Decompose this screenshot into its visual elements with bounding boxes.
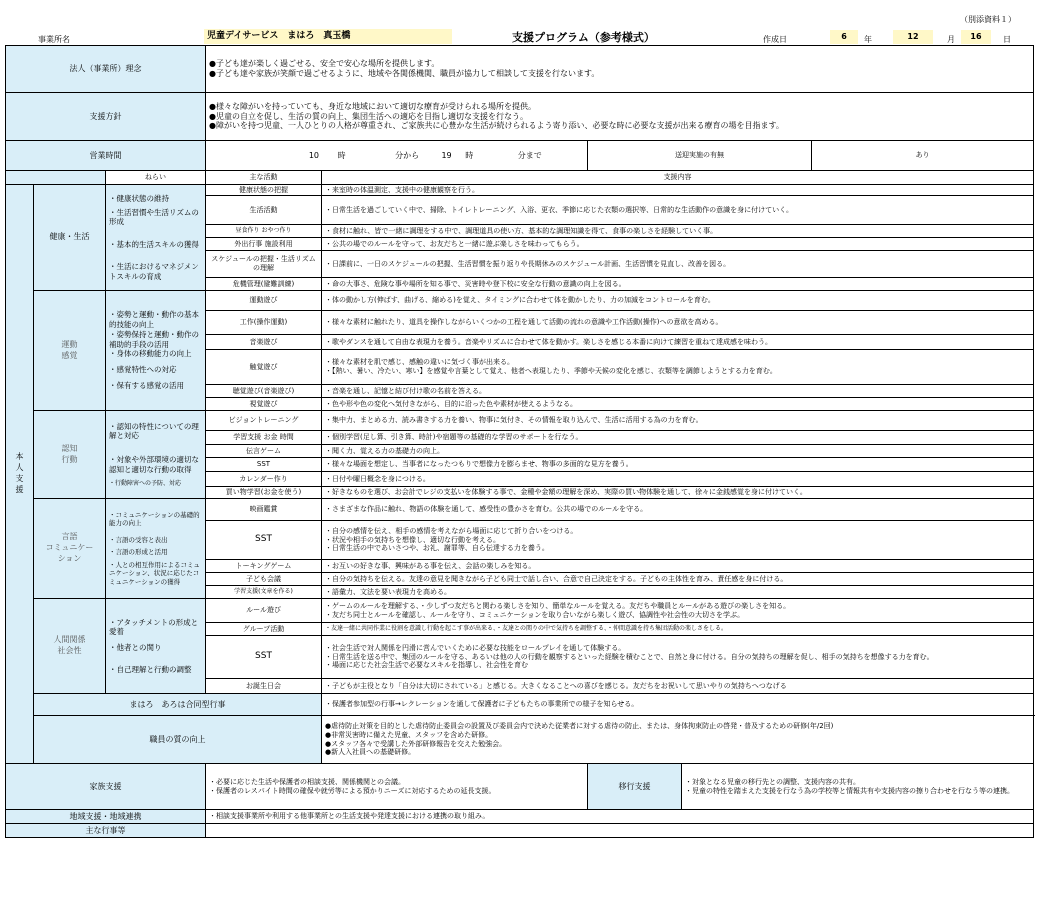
health-aim: ・生活におけるマネジメントスキルの育成 <box>109 261 199 281</box>
date-year: 6 <box>830 30 858 44</box>
relation-content: ・社会生活で対人関係を円滑に営んでいくために必要な技能をロールプレイを通して体験する。 ・日常生活を送る中で、集団のルールを守る、あるいは他の人の行動を観察するといった経験を積むことで、自然と身に付ける。自分の気持ちの理解を促し、相手の気持ちを想像する力を育む。 ・場面に応じた社会生活で必要なスキルを指導し、社会性を育む <box>322 636 1034 679</box>
date-day: 16 <box>961 30 991 44</box>
cognition-aim: ・対象や外部環境の適切な認知と適切な行動の取得 <box>109 455 199 474</box>
family-label: 家族支援 <box>6 764 206 810</box>
motor-aim: ・感覚特性への対応 <box>109 365 177 375</box>
col-aim: ねらい <box>106 171 206 185</box>
language-content: ・自分の感情を伝え、相手の感情を考えながら場面に応じて折り合いをつける。 ・状況や相手の気持ちを想像し、適切な行動を考える。 ・日常生活の中であいさつや、お礼、謝罪等、自ら伝達する力を養う。 <box>322 521 1034 560</box>
language-activity: 映画鑑賞 <box>206 499 322 521</box>
office-name: 児童デイサービス まはろ 真玉橋 <box>204 29 452 44</box>
health-label: 健康・生活 <box>34 185 106 291</box>
staff-line: ●スタッフ各々で受講した外部研修報告を交えた勉強会。 <box>325 739 507 748</box>
cognition-activity: カレンダー作り <box>206 472 322 487</box>
cognition-aim: ・認知の特性についての理解と対応 <box>109 421 199 441</box>
month-unit: 月 <box>947 35 955 44</box>
transition-label: 移行支援 <box>588 764 682 810</box>
cognition-activity: SST <box>206 458 322 472</box>
motor-activity: 音楽遊び <box>206 335 322 350</box>
hours-until: 分まで <box>517 150 542 160</box>
language-activity: トーキングゲーム <box>206 560 322 573</box>
health-content: ・公共の場でのルールを守って、お友だちと一緒に遊ぶ楽しさを味わってもらう。 <box>322 238 1034 251</box>
language-content: ・お互いの好きな事、興味がある事を伝え、会話の楽しみを知る。 <box>322 560 1034 573</box>
year-unit: 年 <box>864 35 872 44</box>
language-content: ・さまざまな作品に触れ、物語の体験を通して、感受性の豊かさを育む。公共の場でのルールを守る。 <box>322 499 1034 521</box>
support-program-table <box>5 45 1034 838</box>
transport-value: あり <box>812 141 1034 171</box>
col-activity: 主な活動 <box>206 171 322 185</box>
motor-aim: ・姿勢保持と運動・動作の補助的手段の活用 <box>109 329 199 349</box>
relation-label: 人間関係 社会性 <box>34 599 106 694</box>
cognition-content: ・好きなものを選び、お会計でレジの支払いを体験する事で、金種や金額の理解を深め、実際の買い物体験を通して、徐々に金銭感覚を身に付けていく。 <box>322 487 1034 499</box>
health-activity: 危機管理(避難訓練) <box>206 278 322 291</box>
joint-content: ・保護者参加型の行事→レクレーションを通して保護者に子どもたちの事業所での様子を知らせる。 <box>322 694 1034 716</box>
staff-label: 職員の質の向上 <box>34 716 322 764</box>
office-label: 事業所名 <box>38 35 70 44</box>
language-content: ・語彙力、文法を要い表現力を高める。 <box>322 586 1034 599</box>
health-activity: 昼食作り おやつ作り <box>206 225 322 238</box>
hours-start-unit: 時 <box>337 150 346 160</box>
health-aim: ・生活習慣や生活リズムの形成 <box>109 207 199 227</box>
cognition-activity: ビジョントレーニング <box>206 411 322 431</box>
motor-activity: 聴覚遊び(音楽遊び) <box>206 385 322 398</box>
motor-content: ・歌やダンスを通して自由な表現力を養う。音楽やリズムに合わせて体を動かす。楽しさを感じる本番に向けて練習を重ねて達成感を味わう。 <box>322 335 1034 350</box>
family-line: ・必要に応じた生活や保護者の相談支援、関係機関との会議。 <box>209 777 406 786</box>
cognition-content: ・個別学習(足し算、引き算、時計)や宿題等の基礎的な学習のサポートを行なう。 <box>322 431 1034 445</box>
language-aim: ・人との相互作用によるコミュニケーション、状況に応じたコミュニケーションの獲得 <box>109 560 200 586</box>
philosophy-line: ●子ども達が楽しく過ごせる、安全で安心な場所を提供します。 <box>209 59 440 69</box>
community-content: ・相談支援事業所や利用する他事業所との生活支援や発達支援における連携の取り組み。 <box>206 810 1034 824</box>
hours-start: 10 <box>308 150 320 160</box>
motor-content: ・色や形や色の変化へ気付きながら、目的に沿った色や素材が使えるようなる。 <box>322 398 1034 411</box>
language-activity: 学習支援(文章を作る) <box>206 586 322 599</box>
motor-aim: ・身体の移動能力の向上 <box>109 349 192 359</box>
cognition-activity: 伝言ゲーム <box>206 445 322 458</box>
policy-line: ●様々な障がいを持っていても、身近な地域において適切な療育が受けられる場所を提供。 <box>209 101 536 111</box>
relation-aim: ・自己理解と行動の調整 <box>109 664 192 674</box>
day-unit: 日 <box>1003 35 1011 44</box>
events-label: 主な行事等 <box>6 824 206 838</box>
motor-label: 運動 感覚 <box>34 291 106 411</box>
relation-aim: ・他者との関り <box>109 643 162 652</box>
cognition-content: ・日付や曜日概念を身につける。 <box>322 472 1034 487</box>
motor-aim: ・保有する感覚の活用 <box>109 380 184 390</box>
language-aim: ・言語の受容と表出 <box>109 535 168 544</box>
relation-aim: ・アタッチメントの形成と愛着 <box>109 617 199 637</box>
col-content: 支援内容 <box>322 171 1034 185</box>
language-activity: SST <box>206 521 322 560</box>
relation-activity: グループ活動 <box>206 623 322 636</box>
motor-aim: ・姿勢と運動・動作の基本的技能の向上 <box>109 310 199 330</box>
language-label: 言語 コミュニケー ション <box>34 499 106 599</box>
relation-activity: SST <box>206 636 322 679</box>
date-label: 作成日 <box>763 35 787 44</box>
policy-line: ●児童の自立を促し、生活の質の向上、集団生活への適応を目指し適切な支援を行なう。 <box>209 111 528 121</box>
relation-content: ・ゲームのルールを理解する、・少しずつ友だちと関わる楽しさを知り、簡単なルールを覚える。友だちや職員とルールがある遊びの楽しさを知る。 ・友だち同士とルールを確認し、ルールを守り、コミュニケーションを取り合いながら楽しく遊び、協調性や社会性の大切さを学ぶ。 <box>322 599 1034 623</box>
health-activity: スケジュールの把握・生活リズムの理解 <box>206 251 322 278</box>
staff-line: ●非常災害時に備えた児童、スタッフを含めた研修。 <box>325 730 493 739</box>
family-line: ・保護者のレスパイト時間の確保や就労等による預かりニーズに対応するための延長支援。 <box>209 786 496 795</box>
relation-activity: お誕生日会 <box>206 679 322 694</box>
philosophy-line: ●子ども達や家族が笑顔で過ごせるように、地域や各関係機関、職員が協力して相談して支援を行ないます。 <box>209 69 600 78</box>
health-activity: 外出行事 施設利用 <box>206 238 322 251</box>
transition-line: ・対象となる児童の移行先との調整、支援内容の共有。 <box>685 777 861 786</box>
cognition-content: ・様々な場面を想定し、当事者になったつもりで想像力を膨らませ、物事の多面的な見方を養う。 <box>322 458 1034 472</box>
community-label: 地域支援・地域連携 <box>6 810 206 824</box>
hours-end-unit: 時 <box>465 150 474 160</box>
relation-content: ・子どもが主役となり「自分は大切にされている」と感じる。大きくなることへの喜びを感じる。友だちをお祝いして思いやりの気持ちへつなげる <box>322 679 1034 694</box>
health-activity: 生活活動 <box>206 196 322 225</box>
language-aim: ・コミュニケーションの基礎的能力の向上 <box>109 510 200 528</box>
motor-activity: 触覚遊び <box>206 350 322 385</box>
motor-content: ・音楽を通し、記憶と結び付け歌の名前を答える。 <box>322 385 1034 398</box>
cognition-content: ・聞く力、覚える力の基礎力の向上。 <box>322 445 1034 458</box>
date-month: 12 <box>893 30 933 44</box>
health-activity: 健康状態の把握 <box>206 185 322 196</box>
motor-activity: 運動遊び <box>206 291 322 311</box>
events-content <box>206 824 1034 838</box>
cognition-content: ・集中力、まとめる力、読み書きする力を養い、物事に気付き、その情報を取り込んで、生活に活用する為の力を育む。 <box>322 411 1034 431</box>
health-content: ・食材に触れ、皆で一緒に調理をする中で、調理道具の使い方、基本的な調理知識を得て、食事の楽しさを経験していく事。 <box>322 225 1034 238</box>
motor-content: ・様々な素材を肌で感じ、感触の違いに気づく事が出来る。 ・【熱い、暑い、冷たい、寒い】を感覚や言葉として覚え、他者へ表現したり、季節や天候の変化を感じ、衣類等を調節しようとする力を育む。 <box>322 350 1034 385</box>
health-content: ・命の大事さ、危険な事や場所を知る事で、災害時や登下校に安全な行動の意識の向上を図る。 <box>322 278 1034 291</box>
hours-from: 分から <box>395 150 420 160</box>
cognition-activity: 学習支援 お金 時間 <box>206 431 322 445</box>
honnin-label: 本 人 支 援 <box>6 185 34 764</box>
motor-content: ・体の動かし方(伸ばす、曲げる、縮める)を覚え、タイミングに合わせて体を動かしたり、力の加減をコントロールを育む。 <box>322 291 1034 311</box>
staff-line: ●新人入社員への基礎研修。 <box>325 748 416 757</box>
transition-line: ・児童の特性を踏まえた支援を行なう為の学校等と情報共有や支援内容の擦り合わせを行なう等の連携。 <box>685 786 1015 795</box>
health-content: ・日常生活を過ごしていく中で、掃除、トイレトレーニング、入浴、更衣、季節に応じた衣類の選択等、日常的な生活動作の意識を身に付けていく。 <box>322 196 1034 225</box>
policy-line: ●障がいを持つ児童、一人ひとりの人格が尊重され、ご家族共に心豊かな生活が続けられるよう寄り添い、必要な時に必要な支援が出来る療育の場を目指ます。 <box>209 121 784 131</box>
motor-content: ・様々な素材に触れたり、道具を操作しながらいくつかの工程を通して活動の流れの意識や工作活動(操作)への意欲を高める。 <box>322 311 1034 335</box>
appendix-label: （別添資料１） <box>960 15 1016 24</box>
relation-activity: ルール遊び <box>206 599 322 623</box>
health-content: ・日課前に、一日のスケジュールの把握、生活習慣を振り返りや長期休みのスケジュール計画、生活習慣を見直し、改善を図る。 <box>322 251 1034 278</box>
motor-activity: 視覚遊び <box>206 398 322 411</box>
hours-end: 19 <box>441 150 452 160</box>
policy-label: 支援方針 <box>6 93 206 141</box>
staff-line: ●虐待防止対策を目的とした虐待防止委員会の設置及び委員会内で決めた従業者に対する虐待の防止、または、身体拘束防止の啓発・普及するための研修(年/2回) <box>325 722 834 730</box>
health-content: ・来室時の体温測定、支援中の健康観察を行う。 <box>322 185 1034 196</box>
health-aim: ・基本的生活スキルの獲得 <box>109 240 199 249</box>
cognition-label: 認知 行動 <box>34 411 106 499</box>
health-aim: ・健康状態の維持 <box>109 193 169 203</box>
transport-label: 送迎実施の有無 <box>588 141 812 171</box>
hours-label: 営業時間 <box>6 141 206 171</box>
language-activity: 子ども会議 <box>206 573 322 586</box>
relation-content: ・友達一緒に共同作業に役割を意識し行動を起こす事が出来る、・友達との関りの中で気持ちを調整する、・仲間意識を持ち集団活動の楽しさをしる。 <box>322 623 1034 636</box>
motor-activity: 工作(操作運動) <box>206 311 322 335</box>
language-aim: ・言語の形成と活用 <box>109 548 168 557</box>
cognition-activity: 買い物学習(お金を使う) <box>206 487 322 499</box>
cognition-aim: ・行動障害への予防、対応 <box>109 479 182 487</box>
page-title: 支援プログラム（参考様式） <box>512 31 655 44</box>
joint-label: まはろ あろは合同型行事 <box>34 694 322 716</box>
philosophy-label: 法人（事業所）理念 <box>6 46 206 93</box>
language-content: ・自分の気持ちを伝える。友達の意見を聞きながら子ども同士で話し合い、合意で自己決定をする。子どもの主体性を育み、責任感を身に付ける。 <box>322 573 1034 586</box>
